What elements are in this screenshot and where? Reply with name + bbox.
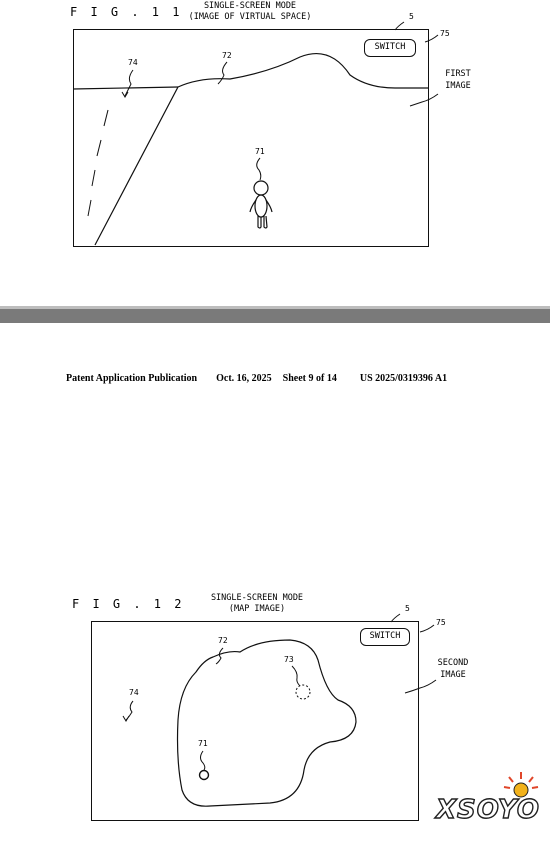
fig11-ref-71: 71 <box>255 147 265 156</box>
fig12-side-line1: SECOND <box>437 658 469 668</box>
fig11-side-line1: FIRST <box>445 69 471 79</box>
fig11-ref-switch: 75 <box>440 29 450 38</box>
fig12-switch-button[interactable]: SWITCH <box>360 628 410 646</box>
fig12-ref-screen: 5 <box>405 604 410 613</box>
fig12-ref-74: 74 <box>129 688 139 697</box>
fig12-dashed-marker <box>296 685 310 699</box>
fig12-ref-72: 72 <box>218 636 228 645</box>
fig11-ref-screen: 5 <box>409 12 414 21</box>
header-number: US 2025/0319396 A1 <box>359 373 448 384</box>
fig11-ref-72: 72 <box>222 51 232 60</box>
fig11-side-label <box>438 68 478 92</box>
fig11-leader-switch <box>425 35 438 42</box>
fig11-label: F I G . 1 1 <box>70 5 183 19</box>
fig11-caption-line1: SINGLE-SCREEN MODE <box>203 1 297 11</box>
fig11-switch-button[interactable]: SWITCH <box>364 39 416 57</box>
fig12-leader-72 <box>216 648 223 664</box>
fig11-drawing <box>0 0 550 300</box>
header-sheet: Sheet 9 of 14 <box>282 373 337 384</box>
fig11-leader-74 <box>125 70 133 96</box>
fig11-side-line2: IMAGE <box>445 81 471 91</box>
fig11-character <box>250 181 272 228</box>
fig11-leader-screen <box>395 22 404 30</box>
fig12-map-outline <box>178 640 357 806</box>
header-date: Oct. 16, 2025 <box>216 373 272 384</box>
header-title: Patent Application Publication <box>66 373 198 384</box>
watermark-logo: XSOYO <box>436 795 540 825</box>
fig12-ref-switch: 75 <box>436 618 446 627</box>
fig12-leader-switch <box>420 625 434 632</box>
fig12-caption-line1: SINGLE-SCREEN MODE <box>210 593 304 603</box>
fig11-horizon <box>73 87 178 89</box>
fig11-leader-71 <box>257 158 261 180</box>
fig12-leader-71 <box>201 751 205 770</box>
publication-header <box>66 373 447 384</box>
fig11-side-leader <box>400 90 450 120</box>
fig11-slope-dashes <box>88 110 108 216</box>
fig12-leader-74 <box>126 701 133 720</box>
fig11-leader-72 <box>218 62 227 84</box>
page-divider <box>0 309 550 323</box>
fig11-caption-line2: (IMAGE OF VIRTUAL SPACE) <box>188 12 312 22</box>
fig12-side-leader <box>396 676 446 706</box>
fig12-player-marker <box>200 771 209 780</box>
fig12-leader-screen <box>391 614 400 622</box>
fig12-caption-line2: (MAP IMAGE) <box>228 604 286 614</box>
fig12-label: F I G . 1 2 <box>72 597 185 611</box>
fig12-ref-73: 73 <box>284 655 294 664</box>
fig12-leader-73 <box>292 666 300 686</box>
fig12-ref-71: 71 <box>198 739 208 748</box>
fig11-ref-74: 74 <box>128 58 138 67</box>
fig12-side-line2: IMAGE <box>440 670 466 680</box>
